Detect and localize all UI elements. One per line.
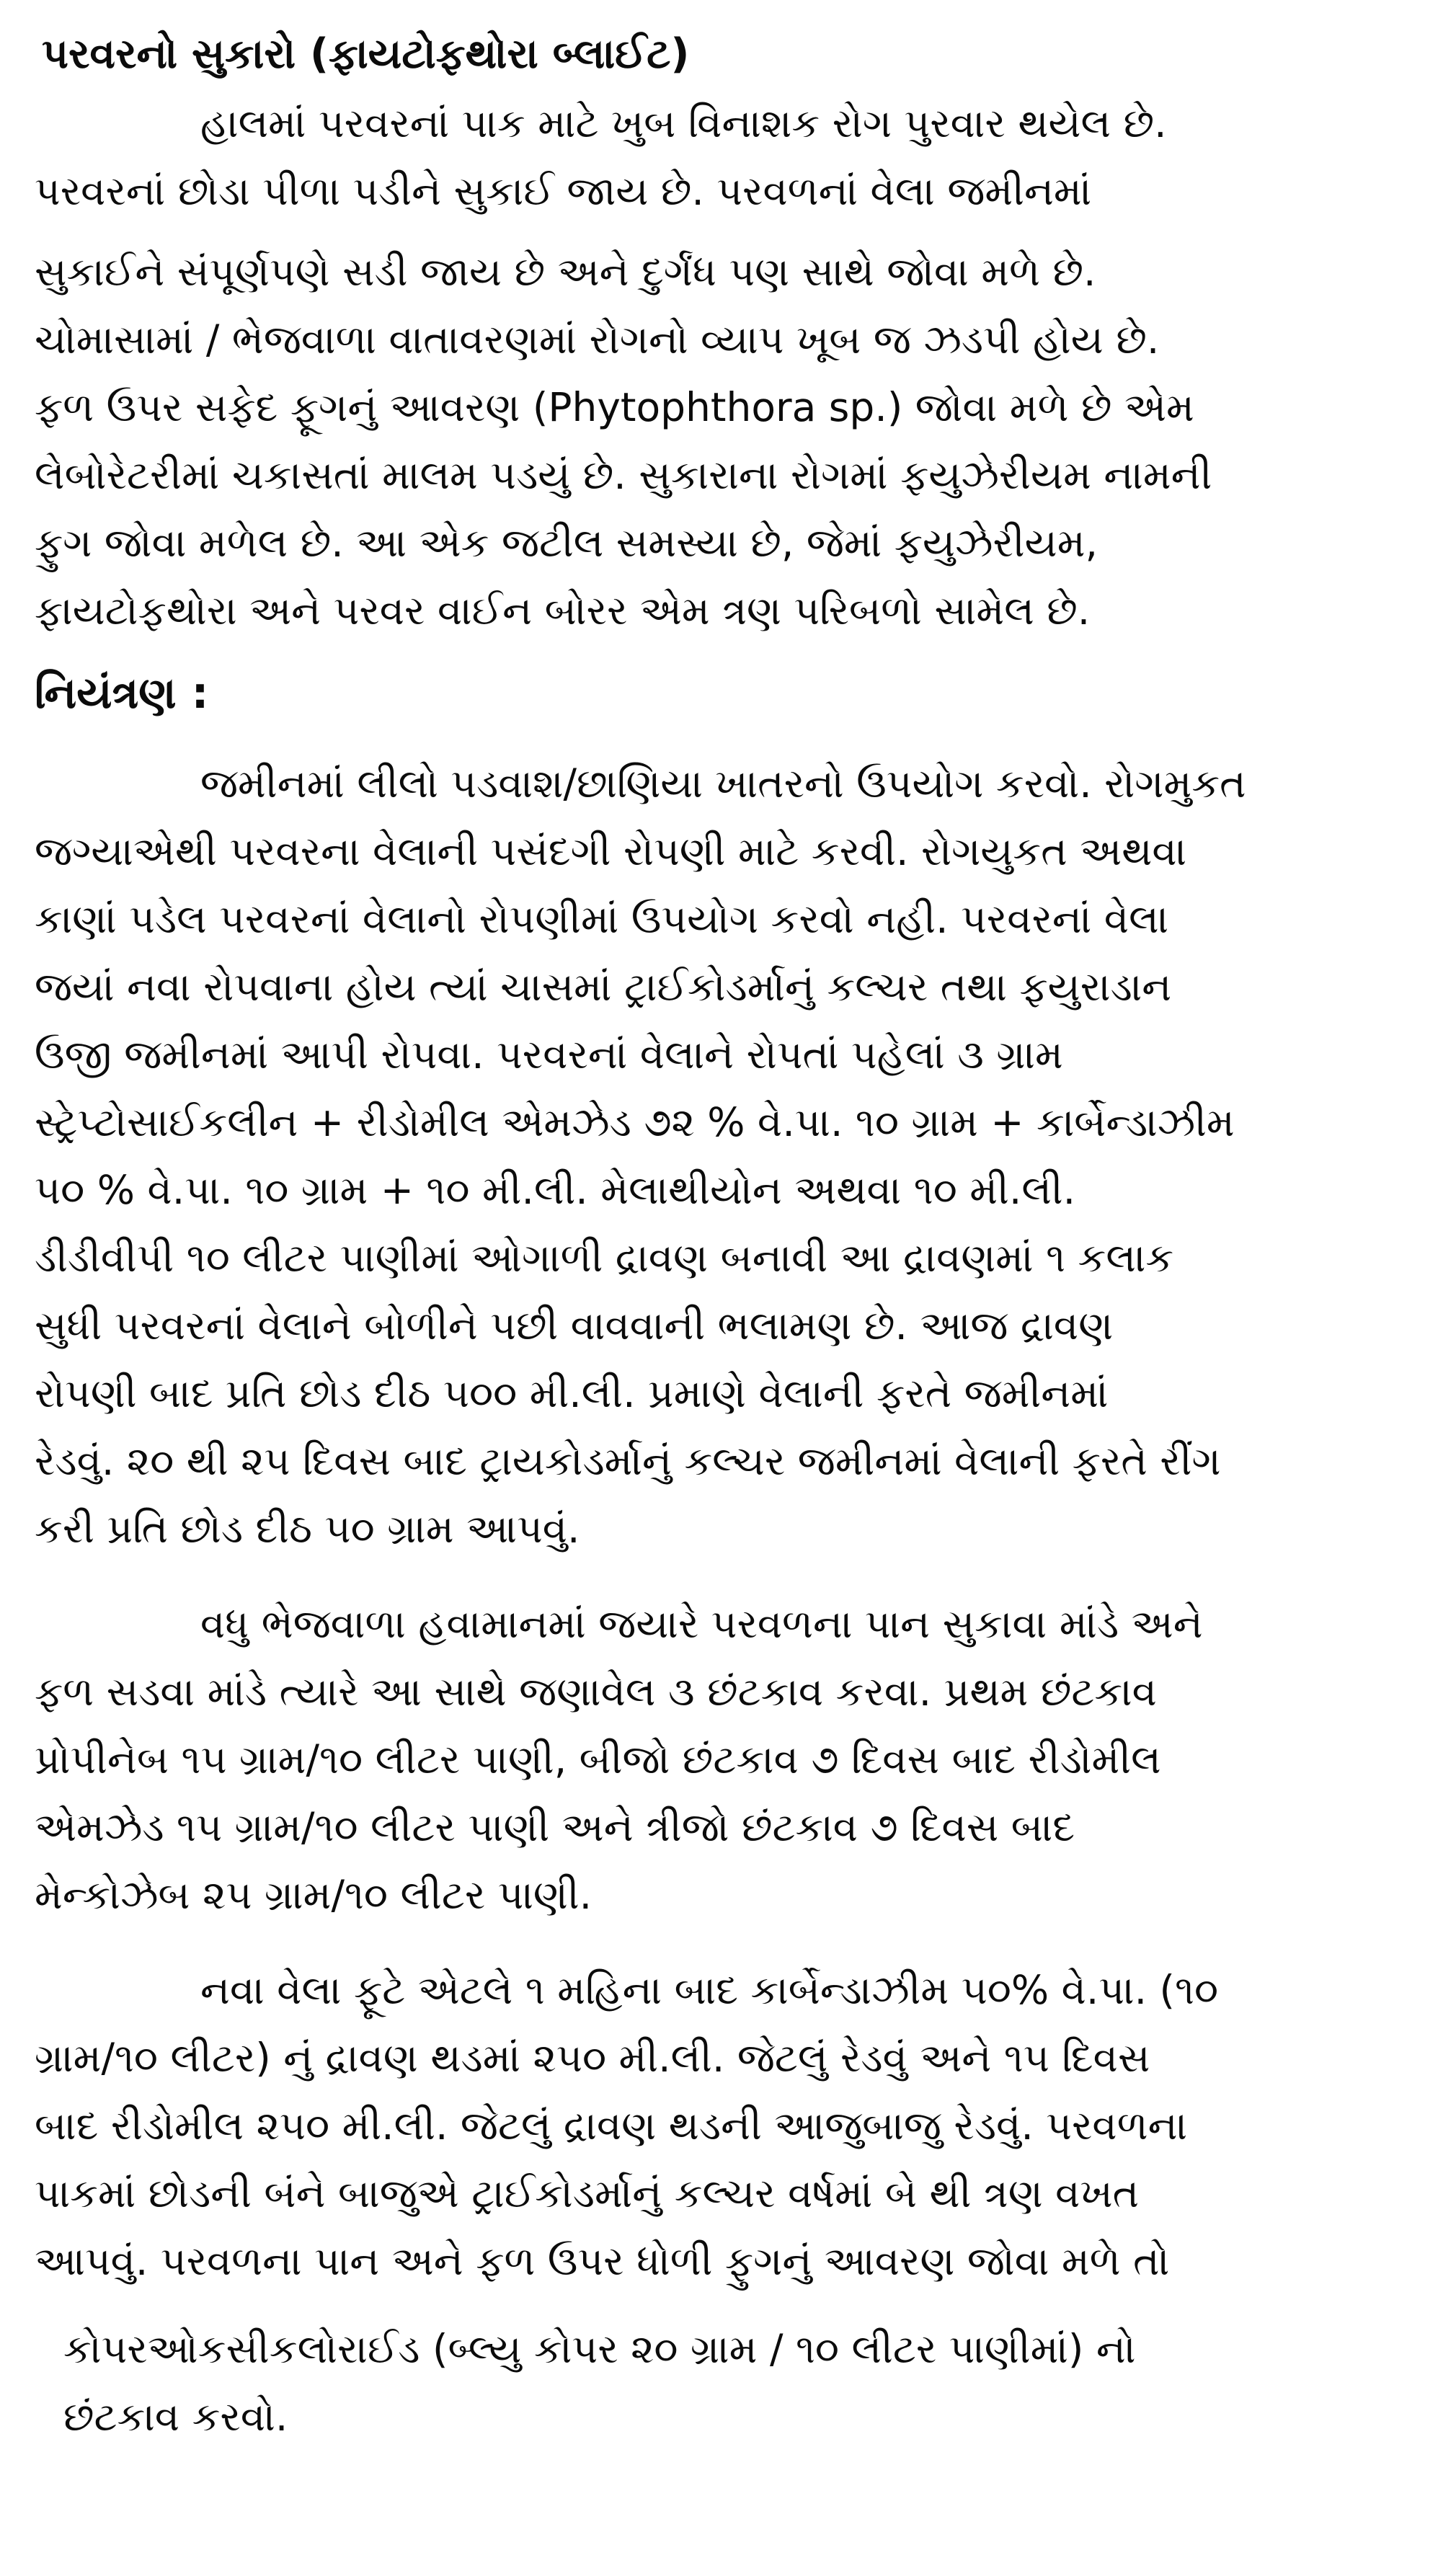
description-line: લેબોરેટરીમાં ચકાસતાં માલમ પડયું છે. સુકારાના રોગમાં ફયુઝેરીયમ નામની xyxy=(35,452,1212,498)
intro-line: પરવરનાં છોડા પીળા પડીને સુકાઈ જાય છે. પરવળનાં વેલા જમીનમાં xyxy=(35,168,1092,214)
closing-line: કોપરઓકસીકલોરાઈડ (બ્લ્યુ કોપર ૨૦ ગ્રામ / ૧૦ લીટર પાણીમાં) નો xyxy=(63,2326,1136,2372)
control-paragraph-2 xyxy=(35,1590,1398,1929)
control-line: જયાં નવા રોપવાના હોય ત્યાં ચાસમાં ટ્રાઈકોડર્માનું કલ્ચર તથા ફયુરાડાન xyxy=(35,964,1172,1010)
document-title: પરવરનો સુકારો (ફાયટોફથોરા બ્લાઈટ) xyxy=(42,30,690,78)
description-line: ચોમાસામાં / ભેજવાળા વાતાવરણમાં રોગનો વ્યાપ ખૂબ જ ઝડપી હોય છે. xyxy=(35,316,1160,363)
control-line: જગ્યાએથી પરવરના વેલાની પસંદગી રોપણી માટે કરવી. રોગયુકત અથવા xyxy=(35,828,1187,874)
control-paragraph-3 xyxy=(35,1956,1398,2295)
control-line: રોપણી બાદ પ્રતિ છોડ દીઠ ૫૦૦ મી.લી. પ્રમાણે વેલાની ફરતે જમીનમાં xyxy=(35,1370,1109,1416)
control-line: ફળ સડવા માંડે ત્યારે આ સાથે જણાવેલ ૩ છંટકાવ કરવા. પ્રથમ છંટકાવ xyxy=(35,1669,1157,1715)
control-line: જમીનમાં લીલો પડવાશ/છાણિયા ખાતરનો ઉપયોગ કરવો. રોગમુકત xyxy=(200,760,1246,807)
control-paragraph-1 xyxy=(35,750,1398,1563)
control-heading: નિયંત્રણ : xyxy=(35,668,209,719)
description-paragraph xyxy=(35,238,1398,644)
description-line: ફુગ જોવા મળેલ છે. આ એક જટીલ સમસ્યા છે, જેમાં ફયુઝેરીયમ, xyxy=(35,520,1098,566)
control-line: સ્ટ્રેપ્ટોસાઈકલીન + રીડોમીલ એમઝેડ ૭૨ % વે.પા. ૧૦ ગ્રામ + કાર્બેન્ડાઝીમ xyxy=(35,1099,1235,1145)
control-line: પ્રોપીનેબ ૧૫ ગ્રામ/૧૦ લીટર પાણી, બીજો છંટકાવ ૭ દિવસ બાદ રીડોમીલ xyxy=(35,1736,1161,1782)
description-line: ફળ ઉપર સફેદ ફૂગનું આવરણ (Phytophthora sp.) જોવા મળે છે એમ xyxy=(35,384,1194,430)
control-line: કાણાં પડેલ પરવરનાં વેલાનો રોપણીમાં ઉપયોગ કરવો નહી. પરવરનાં વેલા xyxy=(35,896,1169,942)
control-line: આપવું. પરવળના પાન અને ફળ ઉપર ધોળી ફુગનું આવરણ જોવા મળે તો xyxy=(35,2238,1170,2284)
description-line: ફાયટોફથોરા અને પરવર વાઈન બોરર એમ ત્રણ પરિબળો સામેલ છે. xyxy=(35,587,1091,634)
control-line: ઉજી જમીનમાં આપી રોપવા. પરવરનાં વેલાને રોપતાં પહેલાં ૩ ગ્રામ xyxy=(35,1031,1063,1078)
control-line: કરી પ્રતિ છોડ દીઠ ૫૦ ગ્રામ આપવું. xyxy=(35,1506,580,1552)
description-line: સુકાઈને સંપૂર્ણપણે સડી જાય છે અને દુર્ગંધ પણ સાથે જોવા મળે છે. xyxy=(35,249,1096,295)
control-line: સુધી પરવરનાં વેલાને બોળીને પછી વાવવાની ભલામણ છે. આજ દ્રાવણ xyxy=(35,1302,1114,1349)
control-line: રેડવું. ૨૦ થી ૨૫ દિવસ બાદ ટ્રાયકોડર્માનું કલ્ચર જમીનમાં વેલાની ફરતે રીંગ xyxy=(35,1438,1221,1484)
control-line: નવા વેલા ફૂટે એટલે ૧ મહિના બાદ કાર્બેન્ડાઝીમ ૫૦% વે.પા. (૧૦ xyxy=(200,1967,1219,2013)
control-line: ૫૦ % વે.પા. ૧૦ ગ્રામ + ૧૦ મી.લી. મેલાથીયોન અથવા ૧૦ મી.લી. xyxy=(35,1167,1076,1213)
control-line: મેન્કોઝેબ ૨૫ ગ્રામ/૧૦ લીટર પાણી. xyxy=(35,1872,592,1918)
control-line: એમઝેડ ૧૫ ગ્રામ/૧૦ લીટર પાણી અને ત્રીજો છંટકાવ ૭ દિવસ બાદ xyxy=(35,1804,1075,1850)
closing-paragraph xyxy=(35,2315,1398,2451)
control-line: પાકમાં છોડની બંને બાજુએ ટ્રાઈકોડર્માનું કલ્ચર વર્ષમાં બે થી ત્રણ વખત xyxy=(35,2170,1140,2216)
control-line: ગ્રામ/૧૦ લીટર) નું દ્રાવણ થડમાં ૨૫૦ મી.લી. જેટલું રેડવું અને ૧૫ દિવસ xyxy=(35,2035,1150,2081)
intro-paragraph xyxy=(35,89,1398,225)
control-line: બાદ રીડોમીલ ૨૫૦ મી.લી. જેટલું દ્રાવણ થડની આજુબાજુ રેડવું. પરવળના xyxy=(35,2102,1188,2149)
intro-line: હાલમાં પરવરનાં પાક માટે ખુબ વિનાશક રોગ પુરવાર થયેલ છે. xyxy=(200,100,1167,146)
closing-line: છંટકાવ કરવો. xyxy=(63,2394,288,2440)
control-line: વધુ ભેજવાળા હવામાનમાં જયારે પરવળના પાન સુકાવા માંડે અને xyxy=(200,1601,1203,1647)
control-line: ડીડીવીપી ૧૦ લીટર પાણીમાં ઓગાળી દ્રાવણ બનાવી આ દ્રાવણમાં ૧ કલાક xyxy=(35,1235,1174,1281)
